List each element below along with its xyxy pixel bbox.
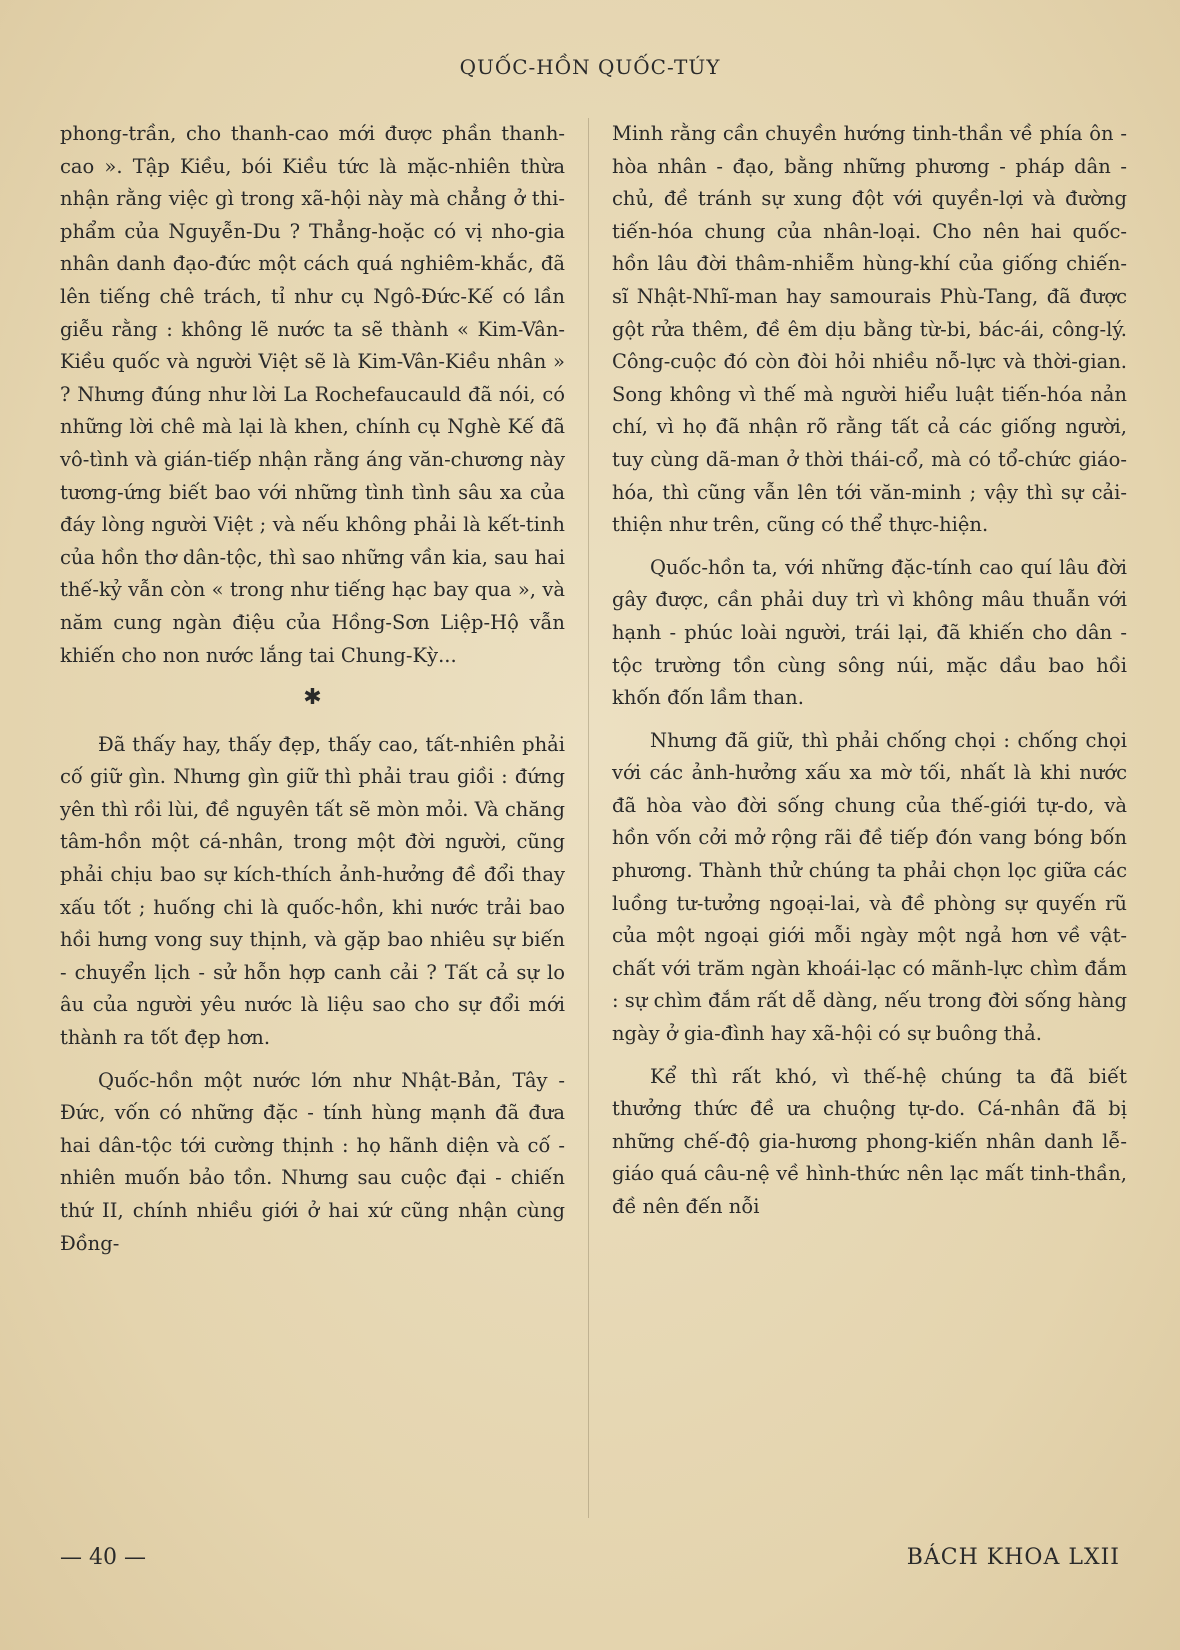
paragraph: phong-trần, cho thanh-cao mới được phần thanh-cao ». Tập Kiều, bói Kiều tức là mặc-nhiên thừa nhận rằng việc gì trong xã-hội này mà chẳng ở thi-phẩm của Nguyễn-Du ? Thẳng-hoặc có vị nho-gia nhân danh đạo-đức một cách quá nghiêm-khắc, đã lên tiếng chê trách, tỉ như cụ Ngô-Đức-Kế có lần giễu rằng : không lẽ nước ta sẽ thành « Kim-Vân-Kiều quốc và người Việt sẽ là Kim-Vân-Kiều nhân » ? Nhưng đúng như lời La Rochefaucauld đã nói, có những lời chê mà lại là khen, chính cụ Nghè Kế đã vô-tình và gián-tiếp nhận rằng áng văn-chương này tương-ứng biết bao với những tình tình sâu xa của đáy lòng người Việt ; và nếu không phải là kết-tinh của hồn thơ dân-tộc, thì sao những vần kia, sau hai thế-kỷ vẫn còn « trong như tiếng hạc bay qua », và năm cung ngàn điệu của Hồng-Sơn Liệp-Hộ vẫn khiến cho non nước lắng tai Chung-Kỳ...	[60, 122, 565, 667]
paragraph: Kể thì rất khó, vì thế-hệ chúng ta đã biết thưởng thức đề ưa chuộng tự-do. Cá-nhân đã bị những chế-độ gia-hương phong-kiến nhân danh lễ-giáo quá câu-nệ về hình-thức nên lạc mất tinh-thần, đề nên đến nỗi	[612, 1064, 1127, 1218]
paragraph: Quốc-hồn ta, với những đặc-tính cao quí lâu đời gây được, cần phải duy trì vì không mâu thuẫn với hạnh - phúc loài người, trái lại, đã khiến cho dân - tộc trường tồn cùng sông núi, mặc dầu bao hồi khốn đốn lầm than.	[612, 555, 1127, 710]
column-divider	[588, 118, 589, 1518]
section-separator: ✱	[303, 685, 322, 711]
paragraph: Quốc-hồn một nước lớn như Nhật-Bản, Tây - Đức, vốn có những đặc - tính hùng mạnh đã đưa hai dân-tộc tới cường thịnh : họ hãnh diện và cố - nhiên muốn bảo tồn. Nhưng sau cuộc đại - chiến thứ II, chính nhiều giới ở hai xứ cũng nhận cùng Đồng-	[60, 1068, 565, 1255]
right-column	[612, 118, 1127, 1234]
publication-name: BÁCH KHOA LXII	[906, 1545, 1120, 1570]
running-header: QUỐC-HỒN QUỐC-TÚY	[459, 55, 721, 79]
paragraph: Nhưng đã giữ, thì phải chống chọi : chống chọi với các ảnh-hưởng xấu xa mờ tối, nhất là khi nước đã hòa vào đời sống chung của thế-giới tự-do, và hồn vốn cởi mở rộng rãi đề tiếp đón vang bóng bốn phương. Thành thử chúng ta phải chọn lọc giữa các luồng tư-tưởng ngoại-lai, và đề phòng sự quyến rũ của một ngoại giới mỗi ngày một ngả hơn về vật-chất với trăm ngàn khoái-lạc có mãnh-lực chìm đắm : sự chìm đắm rất dễ dàng, nếu trong đời sống hàng ngày ở gia-đình hay xã-hội có sự buông thả.	[612, 728, 1127, 1046]
paragraph: Đã thấy hay, thấy đẹp, thấy cao, tất-nhiên phải cố giữ gìn. Nhưng gìn giữ thì phải trau giồi : đứng yên thì rồi lùi, đề nguyên tất sẽ mòn mỏi. Và chăng tâm-hồn một cá-nhân, trong một đời người, cũng phải chịu bao sự kích-thích ảnh-hưởng đề đổi thay xấu tốt ; huống chi là quốc-hồn, khi nước trải bao hồi hưng vong suy thịnh, và gặp bao nhiêu sự biến - chuyển lịch - sử hỗn hợp canh cải ? Tất cả sự lo âu của người yêu nước là liệu sao cho sự đổi mới thành ra tốt đẹp hơn.	[60, 732, 565, 1050]
paragraph: Minh rằng cần chuyền hướng tinh-thần về phía ôn - hòa nhân - đạo, bằng những phương - pháp dân - chủ, đề tránh sự xung đột với quyền-lợi và đường tiến-hóa chung của nhân-loại. Cho nên hai quốc-hồn lâu đời thâm-nhiễm hùng-khí của giống chiến-sĩ Nhật-Nhĩ-man hay samourais Phù-Tang, đã được gột rửa thêm, đề êm dịu bằng từ-bi, bác-ái, công-lý. Công-cuộc đó còn đòi hỏi nhiều nỗ-lực và thời-gian. Song không vì thế mà người hiểu luật tiến-hóa nản chí, vì họ đã nhận rõ rằng tất cả các giống người, tuy cùng dã-man ở thời thái-cổ, mà có tổ-chức giáo-hóa, thì cũng vẫn lên tới văn-minh ; vậy thì sự cải-thiện như trên, cũng có thể thực-hiện.	[612, 122, 1127, 537]
left-column	[60, 118, 565, 1270]
page-number: — 40 —	[60, 1545, 146, 1570]
